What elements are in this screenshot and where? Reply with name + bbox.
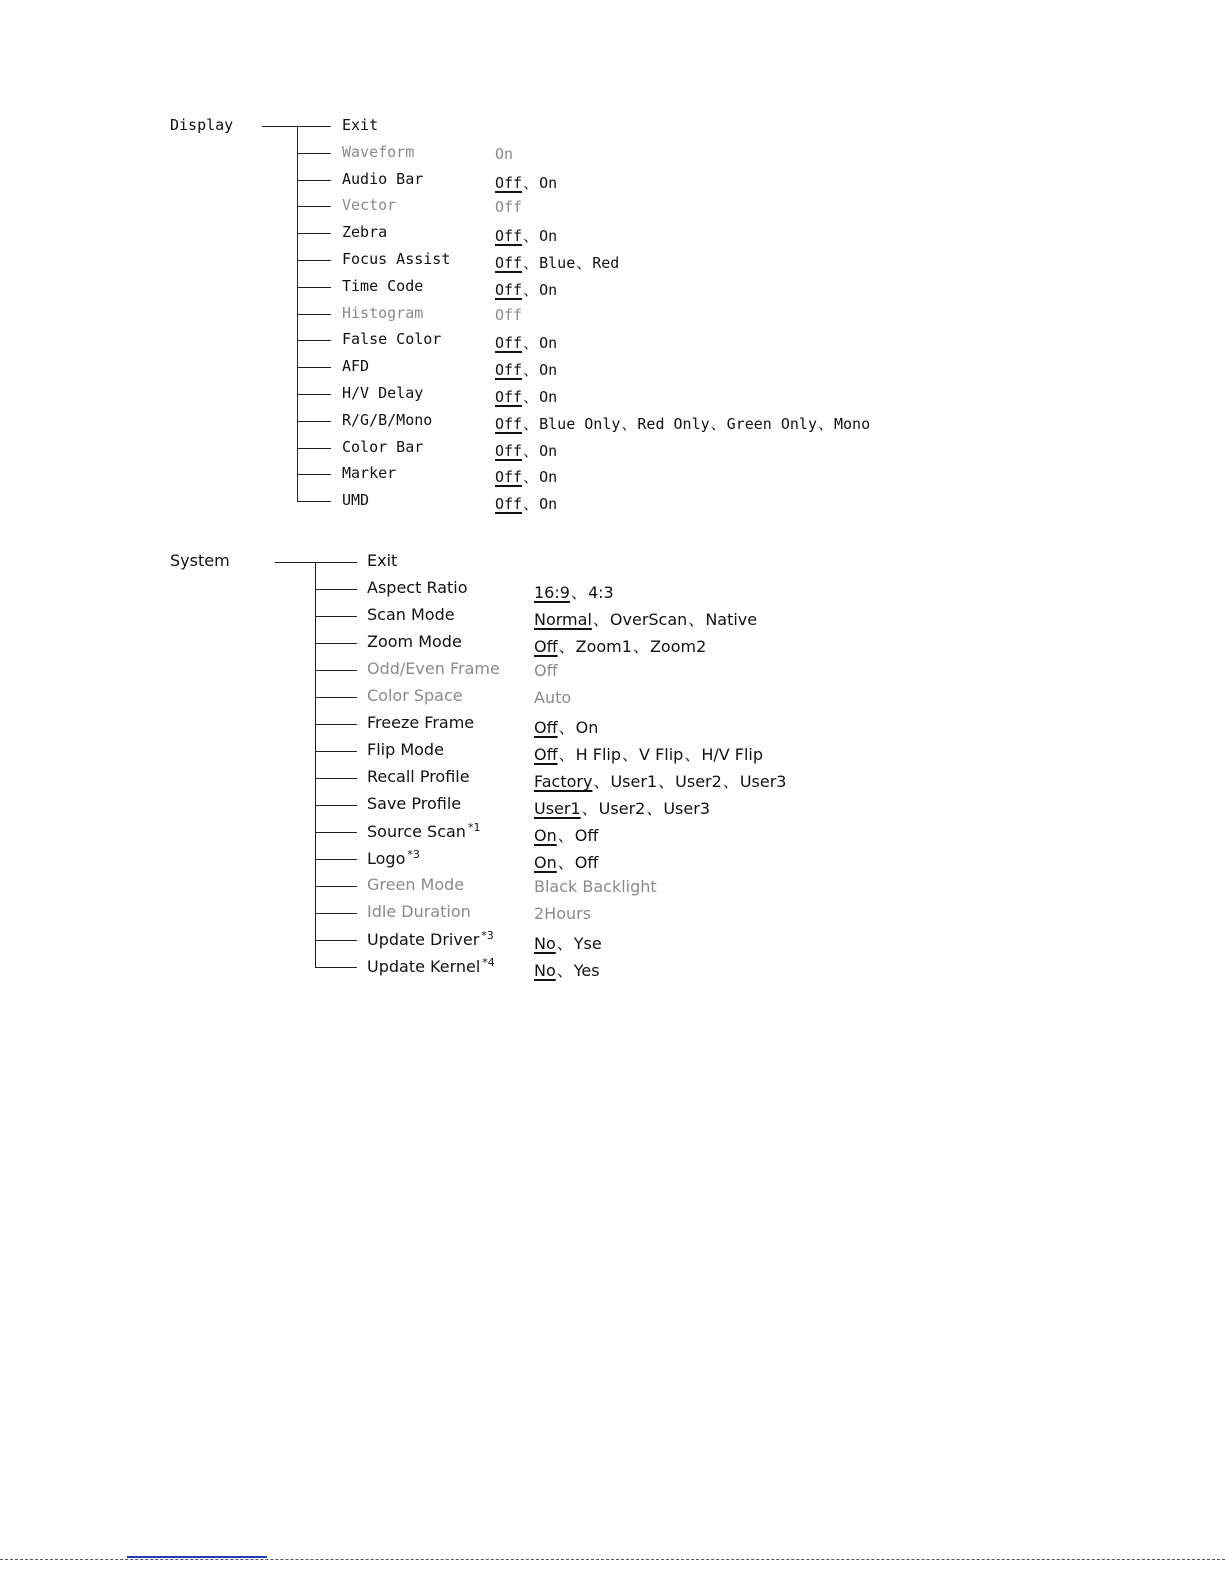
system-item-freeze-frame-options bbox=[534, 715, 598, 738]
display-item-color-bar-options bbox=[495, 440, 557, 461]
default-option: Off bbox=[495, 280, 523, 299]
option-separator: 、 bbox=[621, 414, 637, 433]
system-item-green-mode-branch bbox=[315, 886, 357, 887]
display-item-waveform-branch bbox=[297, 153, 331, 154]
default-option: Off bbox=[534, 637, 558, 656]
option: Off bbox=[495, 305, 523, 324]
default-option: Off bbox=[495, 468, 523, 487]
option: User3 bbox=[739, 772, 787, 791]
option: Black Backlight bbox=[534, 877, 657, 896]
option-separator: 、 bbox=[523, 334, 539, 353]
system-item-update-kernel-options bbox=[534, 958, 600, 981]
option: User1 bbox=[610, 772, 658, 791]
system-item-color-space-options bbox=[534, 688, 571, 707]
system-item-color-space-branch bbox=[315, 697, 357, 698]
display-item-r-g-b-mono-label: R/G/B/Mono bbox=[342, 410, 433, 429]
display-menu-title: Display bbox=[170, 116, 234, 134]
option-separator: 、 bbox=[817, 414, 833, 433]
system-item-save-profile-branch bbox=[315, 805, 357, 806]
option: On bbox=[539, 495, 558, 514]
option: Native bbox=[705, 610, 758, 629]
option-separator: 、 bbox=[558, 718, 575, 737]
option: Yse bbox=[573, 934, 602, 953]
display-item-time-code-label: Time Code bbox=[342, 276, 424, 295]
system-item-source-scan-footnote-mark: *1 bbox=[467, 821, 481, 834]
system-item-logo-label: Logo $^{*3}$ bbox=[367, 848, 420, 868]
option: Off bbox=[534, 661, 558, 680]
display-item-umd-branch bbox=[297, 501, 331, 502]
display-item-h-v-delay-label: H/V Delay bbox=[342, 384, 424, 402]
display-item-focus-assist-branch bbox=[297, 260, 331, 261]
default-option: On bbox=[534, 853, 557, 872]
system-item-aspect-ratio-branch bbox=[315, 589, 357, 590]
option: On bbox=[539, 173, 558, 192]
display-item-r-g-b-mono-options bbox=[495, 413, 870, 434]
option-separator: 、 bbox=[570, 583, 587, 602]
option-separator: 、 bbox=[556, 934, 573, 953]
option: Blue bbox=[539, 254, 576, 272]
default-option: Off bbox=[495, 441, 523, 460]
option-separator: 、 bbox=[523, 227, 539, 246]
default-option: Off bbox=[534, 745, 558, 764]
option-separator: 、 bbox=[622, 745, 639, 764]
display-item-false-color-options bbox=[495, 332, 557, 353]
option: On bbox=[539, 227, 558, 246]
display-item-umd-label: UMD bbox=[342, 491, 370, 510]
display-item-zebra-options bbox=[495, 225, 557, 246]
display-item-exit-label: Exit bbox=[342, 116, 379, 134]
display-item-marker-options bbox=[495, 466, 557, 487]
system-item-idle-duration-options bbox=[534, 904, 591, 923]
system-item-recall-profile-options bbox=[534, 769, 786, 792]
option-separator: 、 bbox=[576, 254, 592, 272]
system-item-scan-mode-branch bbox=[315, 616, 357, 617]
default-option: Factory bbox=[534, 772, 593, 791]
option: User2 bbox=[675, 772, 722, 791]
default-option: Off bbox=[495, 361, 523, 380]
default-option: No bbox=[534, 934, 556, 953]
system-item-green-mode-label: Green Mode bbox=[367, 875, 465, 894]
option-separator: 、 bbox=[523, 441, 539, 460]
option: User2 bbox=[598, 799, 646, 818]
option-separator: 、 bbox=[592, 610, 609, 629]
display-item-histogram-label: Histogram bbox=[342, 303, 424, 322]
option: H/V Flip bbox=[701, 745, 764, 764]
system-item-odd-even-frame-options bbox=[534, 661, 558, 680]
system-item-save-profile-label: Save Profile bbox=[367, 794, 462, 813]
option: 4:3 bbox=[587, 583, 614, 602]
system-item-idle-duration-branch bbox=[315, 913, 357, 914]
option-separator: 、 bbox=[523, 280, 539, 299]
default-option: Off bbox=[534, 718, 558, 737]
option-separator: 、 bbox=[684, 745, 701, 764]
option: H Flip bbox=[575, 745, 622, 764]
option: Zoom2 bbox=[649, 637, 707, 656]
option: Green Only bbox=[726, 414, 817, 433]
display-item-afd-branch bbox=[297, 367, 331, 368]
option-separator: 、 bbox=[558, 637, 575, 656]
option-separator: 、 bbox=[523, 388, 539, 406]
system-item-zoom-mode-label: Zoom Mode bbox=[367, 632, 462, 651]
option: Off bbox=[574, 826, 599, 845]
option-separator: 、 bbox=[523, 361, 539, 380]
option: Mono bbox=[834, 414, 871, 433]
system-item-source-scan-label: Source Scan $^{*1}$ bbox=[367, 821, 481, 841]
option-separator: 、 bbox=[688, 610, 705, 629]
option: Off bbox=[495, 198, 523, 217]
display-item-false-color-branch bbox=[297, 340, 331, 341]
default-option: Off bbox=[495, 414, 523, 433]
system-item-update-driver-label: Update Driver $^{*3}$ bbox=[367, 929, 494, 949]
system-item-green-mode-options bbox=[534, 877, 657, 896]
system-item-logo-branch bbox=[315, 859, 357, 860]
default-option: On bbox=[534, 826, 557, 845]
display-item-color-bar-branch bbox=[297, 448, 331, 449]
option: Blue Only bbox=[539, 414, 621, 433]
system-root-connector bbox=[275, 562, 357, 563]
system-item-update-driver-branch bbox=[315, 940, 357, 941]
display-item-waveform-options bbox=[495, 145, 513, 163]
system-item-recall-profile-branch bbox=[315, 778, 357, 779]
display-item-zebra-branch bbox=[297, 233, 331, 234]
system-item-color-space-label: Color Space bbox=[367, 686, 463, 705]
option-separator: 、 bbox=[556, 961, 573, 980]
option-separator: 、 bbox=[523, 173, 539, 192]
system-item-update-kernel-footnote-mark: *4 bbox=[482, 956, 495, 969]
system-item-exit-label: Exit bbox=[367, 551, 398, 570]
system-item-flip-mode-options bbox=[534, 742, 763, 765]
system-item-zoom-mode-branch bbox=[315, 643, 357, 644]
option: On bbox=[539, 441, 558, 460]
system-item-scan-mode-label: Scan Mode bbox=[367, 605, 455, 624]
option-separator: 、 bbox=[722, 772, 739, 791]
option: On bbox=[539, 361, 558, 380]
system-item-odd-even-frame-label: Odd/Even Frame bbox=[367, 659, 500, 678]
display-item-false-color-label: False Color bbox=[342, 330, 442, 349]
system-item-source-scan-options bbox=[534, 823, 598, 846]
display-item-afd-label: AFD bbox=[342, 357, 370, 376]
option-separator: 、 bbox=[632, 637, 649, 656]
default-option: User1 bbox=[534, 799, 581, 818]
display-item-histogram-branch bbox=[297, 314, 331, 315]
system-item-save-profile-options bbox=[534, 796, 710, 819]
display-item-vector-options bbox=[495, 198, 522, 216]
display-item-time-code-branch bbox=[297, 287, 331, 288]
display-item-vector-label: Vector bbox=[342, 196, 397, 215]
display-item-marker-label: Marker bbox=[342, 464, 397, 483]
option-separator: 、 bbox=[557, 853, 574, 872]
system-item-update-kernel-branch bbox=[315, 967, 357, 968]
system-item-freeze-frame-label: Freeze Frame bbox=[367, 713, 475, 732]
option: Zoom1 bbox=[575, 637, 632, 656]
option-separator: 、 bbox=[710, 414, 726, 433]
option: On bbox=[575, 718, 599, 737]
option-separator: 、 bbox=[523, 254, 539, 272]
system-item-flip-mode-branch bbox=[315, 751, 357, 752]
display-item-audio-bar-options bbox=[495, 172, 557, 193]
display-item-afd-options bbox=[495, 359, 557, 380]
default-option: Off bbox=[495, 334, 523, 353]
option: OverScan bbox=[609, 610, 688, 629]
footer-link-underline bbox=[127, 1556, 267, 1558]
option-separator: 、 bbox=[523, 468, 539, 487]
display-item-h-v-delay-options bbox=[495, 386, 557, 407]
system-item-update-kernel-label: Update Kernel $^{*4}$ bbox=[367, 956, 495, 976]
option: On bbox=[539, 468, 558, 487]
option-separator: 、 bbox=[593, 772, 610, 791]
option: Auto bbox=[534, 688, 572, 707]
default-option: Off bbox=[495, 254, 523, 272]
option-separator: 、 bbox=[658, 772, 675, 791]
display-item-r-g-b-mono-branch bbox=[297, 421, 331, 422]
display-item-umd-options bbox=[495, 493, 557, 514]
system-item-zoom-mode-options bbox=[534, 634, 706, 657]
display-item-color-bar-label: Color Bar bbox=[342, 437, 424, 456]
option: 2Hours bbox=[534, 904, 592, 923]
system-item-scan-mode-options bbox=[534, 607, 757, 630]
footer-divider bbox=[0, 1559, 1225, 1560]
default-option: 16:9 bbox=[534, 583, 570, 602]
option: User3 bbox=[663, 799, 710, 818]
display-item-time-code-options bbox=[495, 279, 557, 300]
option: V Flip bbox=[639, 745, 684, 764]
system-item-recall-profile-label: Recall Profile bbox=[367, 767, 470, 786]
default-option: No bbox=[534, 961, 556, 980]
display-item-marker-branch bbox=[297, 474, 331, 475]
default-option: Normal bbox=[534, 610, 592, 629]
system-item-logo-footnote-mark: *3 bbox=[407, 848, 420, 861]
option: On bbox=[539, 280, 558, 299]
option: On bbox=[495, 144, 514, 163]
default-option: Off bbox=[495, 388, 523, 406]
system-item-aspect-ratio-options bbox=[534, 580, 614, 603]
option-separator: 、 bbox=[581, 799, 598, 818]
option: Yes bbox=[573, 961, 600, 980]
display-item-vector-branch bbox=[297, 206, 331, 207]
option-separator: 、 bbox=[557, 826, 574, 845]
option: Red bbox=[592, 254, 620, 272]
option: On bbox=[539, 388, 558, 406]
display-item-focus-assist-options bbox=[495, 252, 619, 273]
option-separator: 、 bbox=[523, 414, 539, 433]
system-item-logo-options bbox=[534, 850, 598, 873]
default-option: Off bbox=[495, 173, 523, 192]
default-option: Off bbox=[495, 495, 523, 514]
system-item-source-scan-branch bbox=[315, 832, 357, 833]
option-separator: 、 bbox=[646, 799, 663, 818]
display-item-h-v-delay-branch bbox=[297, 394, 331, 395]
option: On bbox=[539, 334, 558, 353]
display-item-audio-bar-branch bbox=[297, 180, 331, 181]
system-menu-title: System bbox=[170, 551, 230, 570]
option: Off bbox=[574, 853, 599, 872]
system-item-odd-even-frame-branch bbox=[315, 670, 357, 671]
display-item-histogram-options bbox=[495, 306, 522, 324]
display-item-focus-assist-label: Focus Assist bbox=[342, 250, 451, 268]
system-item-aspect-ratio-label: Aspect Ratio bbox=[367, 578, 468, 597]
display-item-zebra-label: Zebra bbox=[342, 223, 388, 242]
default-option: Off bbox=[495, 227, 523, 246]
option-separator: 、 bbox=[558, 745, 575, 764]
display-item-waveform-label: Waveform bbox=[342, 142, 415, 161]
option-separator: 、 bbox=[523, 495, 539, 514]
system-item-update-driver-footnote-mark: *3 bbox=[481, 929, 494, 942]
option: Red Only bbox=[637, 414, 710, 433]
system-item-update-driver-options bbox=[534, 931, 602, 954]
display-item-audio-bar-label: Audio Bar bbox=[342, 169, 424, 188]
system-item-idle-duration-label: Idle Duration bbox=[367, 902, 471, 921]
system-item-freeze-frame-branch bbox=[315, 724, 357, 725]
system-trunk-line bbox=[315, 562, 316, 968]
system-item-flip-mode-label: Flip Mode bbox=[367, 740, 444, 759]
